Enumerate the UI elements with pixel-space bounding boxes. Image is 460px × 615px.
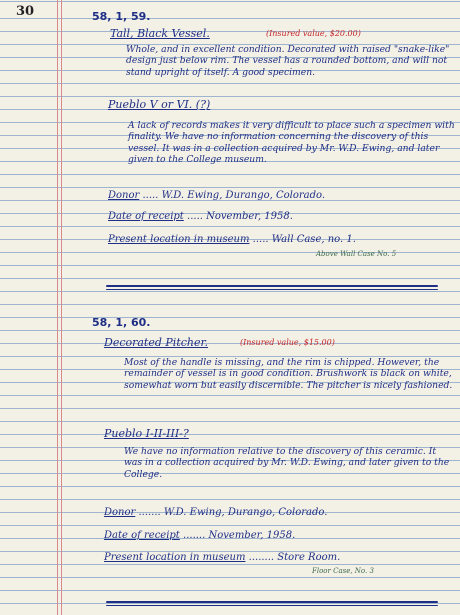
- leader-dots: .......: [183, 530, 206, 541]
- location-value: Wall Case, no. 1.: [271, 234, 356, 245]
- donor-label: Donor: [108, 190, 140, 201]
- date-label: Date of receipt: [104, 530, 180, 541]
- culture-heading: Pueblo V or VI. (?): [108, 98, 211, 111]
- description-paragraph: Most of the handle is missing, and the rim is chipped. However, the remainder of vessel is in good condition. Brushwork is black on white, somewhat worn but easily discernible. The pitcher is nicely fashioned.: [124, 357, 453, 391]
- donor-row: [108, 190, 325, 201]
- donor-row: [104, 507, 327, 518]
- date-row: [108, 211, 293, 222]
- leader-dots: .....: [142, 190, 159, 201]
- description-paragraph: Whole, and in excellent condition. Decorated with raised "snake-like" design just below rim. The vessel has a rounded bottom, and will not stand upright of itself. A good specimen.: [126, 44, 450, 78]
- catalog-number: 58, 1, 60.: [92, 316, 151, 329]
- date-label: Date of receipt: [108, 211, 184, 222]
- location-value: Store Room.: [277, 552, 341, 563]
- leader-dots: .....: [252, 234, 269, 245]
- location-row: [108, 234, 356, 245]
- location-label: Present location in museum: [104, 552, 246, 563]
- insured-value: (Insured value, $20.00): [266, 29, 361, 38]
- leader-dots: .....: [187, 211, 203, 222]
- donor-value: W.D. Ewing, Durango, Colorado.: [163, 507, 328, 518]
- date-value: November, 1958.: [206, 211, 293, 222]
- donor-value: W.D. Ewing, Durango, Colorado.: [161, 190, 326, 201]
- notes-paragraph: We have no information relative to the discovery of this ceramic. It was in a collection acquired by Mr. W.D. Ewing, and later given to the College.: [124, 446, 450, 480]
- culture-heading: Pueblo I-II-III-?: [104, 427, 189, 440]
- location-row: [104, 552, 340, 563]
- donor-label: Donor: [104, 507, 136, 518]
- divider-line: [106, 289, 438, 290]
- entry-title: Tall, Black Vessel.: [110, 27, 210, 40]
- location-note: Above Wall Case No. 5: [316, 250, 397, 258]
- notes-paragraph: A lack of records makes it very difficult to place such a specimen with finality. We have no information concerning the discovery of this vessel. It was in a collection acquired by Mr. W.D. Ewing, and later given to the College museum.: [128, 120, 455, 166]
- entry-title: Decorated Pitcher.: [104, 336, 209, 349]
- location-note: Floor Case, No. 3: [312, 567, 374, 575]
- location-label: Present location in museum: [108, 234, 250, 245]
- date-row: [104, 530, 295, 541]
- divider-line: [106, 601, 438, 603]
- date-value: November, 1958.: [208, 530, 296, 541]
- divider-line: [106, 605, 438, 606]
- divider-line: [106, 285, 438, 287]
- page-number: 30: [16, 4, 35, 19]
- insured-value: (Insured value, $15.00): [240, 338, 335, 347]
- leader-dots: ........: [248, 552, 275, 563]
- catalog-number: 58, 1, 59.: [92, 10, 151, 23]
- leader-dots: .......: [138, 507, 161, 518]
